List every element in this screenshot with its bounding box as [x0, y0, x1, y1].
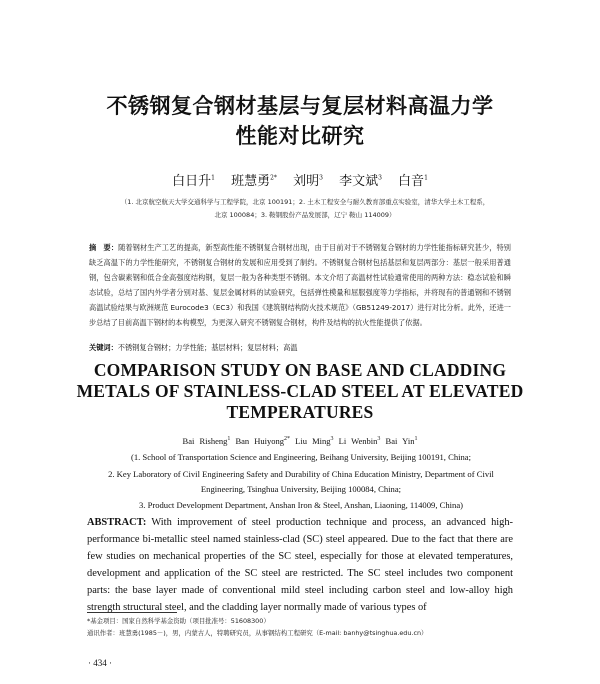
- author-name: Bai Risheng: [182, 436, 228, 446]
- english-authors: [0, 436, 600, 446]
- chinese-abstract-text: 随着钢材生产工艺的提高，新型高性能不锈钢复合钢材出现，由于目前对于不锈钢复合钢材的力学性能指标研究甚少，特别缺乏高温下的力学性能研究，不锈钢复合钢材的发展和应用受到了制约。不锈钢复合钢材包括基层和复层两部分：基层一般采用普通钢，包含碳素钢和低合金高强度结构钢，复层一般为各种类型不锈钢。本文介绍了高温材性试验通常使用的两种方法：稳态试验和瞬态试验，总结了国内外学者分别对基、复层金属材料的试验研究，包括弹性模量和屈服强度等力学指标，并将现有的普通钢和不锈钢高温试验结果与欧洲规范 Eurocode3（EC3）和我国《建筑钢结构防火技术规范》（GB51249-2017）进行对比分析。此外，还进一步总结了目前高温下钢材的本构模型，为更深入研究不锈钢复合钢材，构件及结构的抗火性能提供了依据。: [89, 243, 511, 327]
- author-sup: 1: [211, 174, 215, 182]
- chinese-title-line-1: 不锈钢复合钢材基层与复层材料高温力学: [106, 94, 494, 118]
- author-sup: 1: [227, 436, 231, 443]
- english-title-line-1: COMPARISON STUDY ON BASE AND CLADDING: [93, 360, 507, 380]
- footnote-divider: [87, 612, 177, 613]
- english-affiliation-3: 3. Product Development Department, Anshan Iron & Steel, Anshan, Liaoning, 114009, China): [138, 500, 464, 510]
- author-sup: 1: [424, 174, 428, 182]
- author-sup: 3: [377, 436, 381, 443]
- english-title-line-2: METALS OF STAINLESS-CLAD STEEL AT ELEVATED: [76, 381, 524, 401]
- author-sup: 3: [330, 436, 334, 443]
- chinese-affiliation-line-2: 北京 100084；3. 鞍钢股份产品发展部，辽宁 鞍山 114009）: [214, 211, 396, 219]
- author-sup: 3: [319, 174, 323, 182]
- footnote-author-info: 通讯作者：班慧勇(1985－)，男，内蒙古人，特聘研究员，从事钢结构工程研究（E-mail: banhy@tsinghua.edu.cn）: [87, 629, 428, 637]
- english-abstract-text: With improvement of steel production technique and process, an advanced high-performance bi-metallic steel named stainless-clad (SC) steel appeared. Due to the fact that there are few studies on mechanical properties of the SC steel, especially for those at elevated temperatures, development and application of the SC steel are restricted. The SC steel includes two component parts: the base layer made of conventional mild steel including carbon steel and low-alloy high strength structural steel, and the cladding layer normally made of various types of: [87, 517, 513, 613]
- author-sup: 2*: [284, 436, 291, 443]
- chinese-title-line-2: 性能对比研究: [235, 124, 365, 148]
- chinese-keywords-label: 关键词：: [89, 343, 118, 352]
- chinese-abstract: [89, 240, 511, 330]
- author-name: 白音: [398, 174, 425, 189]
- author-name: 李文斌: [339, 174, 379, 189]
- author-sup: 1: [414, 436, 418, 443]
- author-name: Li Wenbin: [338, 436, 378, 446]
- english-abstract-label: ABSTRACT:: [87, 517, 147, 528]
- page-number: · 434 ·: [88, 658, 112, 668]
- author-name: 班慧勇: [231, 174, 271, 189]
- chinese-authors: [0, 170, 600, 189]
- chinese-affiliation-line-1: （1. 北京航空航天大学交通科学与工程学院，北京 100191；2. 土木工程安全与耐久教育部重点实验室，清华大学土木工程系，: [120, 198, 490, 206]
- english-affiliation-1: (1. School of Transportation Science and Engineering, Beihang University, Beijing 100191, China;: [130, 452, 472, 462]
- author-sup: 3: [378, 174, 382, 182]
- english-title-line-3: TEMPERATURES: [226, 402, 374, 422]
- english-abstract: [87, 514, 513, 616]
- author-name: Ban Huiyong: [235, 436, 285, 446]
- author-name: Liu Ming: [295, 436, 331, 446]
- author-sup: 2*: [270, 174, 277, 182]
- english-affiliation-2-line-1: 2. Key Laboratory of Civil Engineering Safety and Durability of China Education Ministry, Department of Civil: [108, 469, 494, 479]
- author-name: 刘明: [293, 174, 320, 189]
- footnote-fund: *基金项目：国家自然科学基金资助（项目批准号：51608300）: [87, 617, 270, 625]
- chinese-keywords-text: 不锈钢复合钢材；力学性能；基层材料；复层材料；高温: [117, 343, 298, 352]
- chinese-keywords: [89, 343, 511, 353]
- author-name: 白日升: [172, 174, 212, 189]
- author-name: Bai Yin: [385, 436, 415, 446]
- chinese-abstract-label: 摘 要：: [89, 243, 119, 252]
- english-affiliation-2-line-2: Engineering, Tsinghua University, Beijing 100084, China;: [200, 484, 402, 494]
